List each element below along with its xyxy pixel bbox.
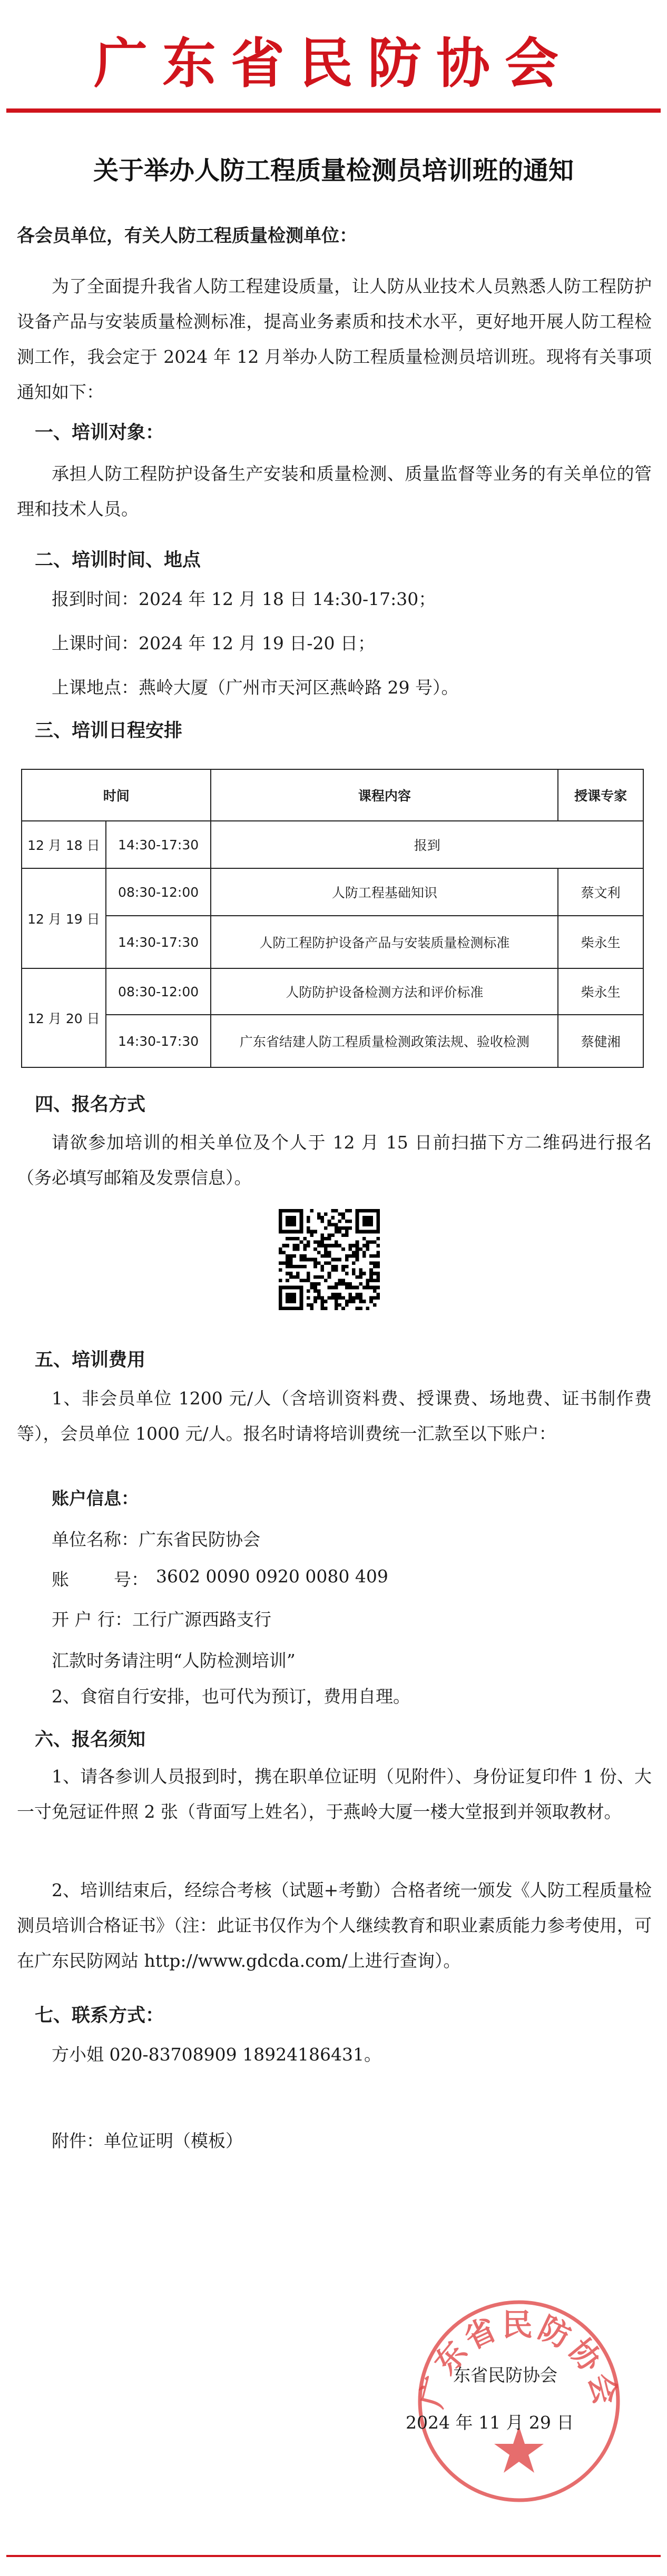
registration-qr-code[interactable] <box>279 1209 380 1310</box>
expert-cell: 蔡健湘 <box>558 1015 643 1067</box>
table-row <box>22 821 643 868</box>
class-time: 上课时间：2024 年 12 月 19 日-20 日； <box>52 633 376 653</box>
time-cell: 14:30-17:30 <box>106 916 211 968</box>
header-content: 课程内容 <box>211 769 558 821</box>
account-info-heading: 账户信息： <box>52 1488 139 1509</box>
account-number-label: 账 <box>52 1569 69 1590</box>
section-1-heading: 一、培训对象： <box>35 422 164 443</box>
header-time: 时间 <box>22 769 211 821</box>
schedule-header-row <box>22 769 643 821</box>
class-location: 上课地点：燕岭大厦（广州市天河区燕岭路 29 号）。 <box>52 677 459 698</box>
table-row <box>22 868 643 916</box>
schedule-table <box>21 769 644 1068</box>
masthead-title: 广东省民防协会 <box>94 33 573 95</box>
header-expert: 授课专家 <box>558 769 643 821</box>
section-6-heading: 六、报名须知 <box>35 1729 146 1750</box>
table-row <box>22 1015 643 1067</box>
fee-item-2: 2、食宿自行安排，也可代为预订，费用自理。 <box>52 1686 410 1707</box>
bank-name: 开 户 行：工行广源西路支行 <box>52 1609 271 1630</box>
content-cell: 报到 <box>211 821 643 868</box>
account-number-label-tail: 号： <box>114 1569 149 1590</box>
document-title: 关于举办人防工程质量检测员培训班的通知 <box>93 156 574 185</box>
date-cell: 12 月 18 日 <box>22 821 106 868</box>
registration-time: 报到时间：2024 年 12 月 18 日 14:30-17:30； <box>52 589 436 609</box>
svg-text:广东省民防协会: 广东省民防协会 <box>413 2306 625 2412</box>
account-number: 3602 0090 0920 0080 409 <box>156 1566 388 1587</box>
fee-item-1: 1、非会员单位 1200 元/人（含培训资料费、授课费、场地费、证书制作费等），会员单位 1000 元/人。报名时请将培训费统一汇款至以下账户： <box>17 1388 652 1444</box>
content-cell: 人防工程防护设备产品与安装质量检测标准 <box>211 916 558 968</box>
content-cell: 人防工程基础知识 <box>211 868 558 916</box>
notice-item-1: 1、请各参训人员报到时，携在职单位证明（见附件）、身份证复印件 1 份、大一寸免冠证件照 2 张（背面写上姓名），于燕岭大厦一楼大堂报到并领取教材。 <box>17 1766 652 1822</box>
account-name: 单位名称：广东省民防协会 <box>52 1529 260 1550</box>
section-3-heading: 三、培训日程安排 <box>35 720 183 741</box>
time-cell: 14:30-17:30 <box>106 1015 211 1067</box>
footer-red-rule <box>6 2555 661 2557</box>
remittance-note: 汇款时务请注明“人防检测培训” <box>52 1650 296 1671</box>
notice-item-2: 2、培训结束后，经综合考核（试题+考勤）合格者统一颁发《人防工程质量检测员培训合格证书》（注：此证书仅作为个人继续教育和职业素质能力参考使用，可在广东民防网站 http://www.gdcda.com/上进行查询）。 <box>17 1880 652 1971</box>
time-cell: 14:30-17:30 <box>106 821 211 868</box>
table-row <box>22 916 643 968</box>
date-cell: 12 月 19 日 <box>22 868 106 968</box>
intro-paragraph: 为了全面提升我省人防工程建设质量，让人防从业技术人员熟悉人防工程防护设备产品与安装质量检测标准，提高业务素质和技术水平，更好地开展人防工程检测工作，我会定于 2024 年 12 月举办人防工程质量检测员培训班。现将有关事项通知如下： <box>17 276 652 402</box>
contact-line: 方小姐 020-83708909 18924186431。 <box>52 2044 382 2065</box>
section-4-body: 请欲参加培训的相关单位及个人于 12 月 15 日前扫描下方二维码进行报名（务必填写邮箱及发票信息）。 <box>17 1132 652 1188</box>
time-cell: 08:30-12:00 <box>106 868 211 916</box>
masthead-red-rule <box>6 108 661 113</box>
expert-cell: 柴永生 <box>558 916 643 968</box>
section-4-heading: 四、报名方式 <box>35 1094 146 1115</box>
section-1-body: 承担人防工程防护设备生产安装和质量检测、质量监督等业务的有关单位的管理和技术人员。 <box>17 463 652 519</box>
expert-cell: 蔡文利 <box>558 868 643 916</box>
section-5-heading: 五、培训费用 <box>35 1350 146 1371</box>
salutation: 各会员单位，有关人防工程质量检测单位： <box>17 225 357 246</box>
expert-cell: 柴永生 <box>558 968 643 1015</box>
time-cell: 08:30-12:00 <box>106 968 211 1015</box>
table-row <box>22 968 643 1015</box>
signature-organization: 东省民防协会 <box>453 2365 557 2385</box>
section-2-heading: 二、培训时间、地点 <box>35 550 201 571</box>
section-7-heading: 七、联系方式： <box>35 2005 164 2026</box>
attachment-note: 附件：单位证明（模板） <box>52 2131 243 2151</box>
content-cell: 广东省结建人防工程质量检测政策法规、验收检测 <box>211 1015 558 1067</box>
date-cell: 12 月 20 日 <box>22 968 106 1067</box>
signature-date: 2024 年 11 月 29 日 <box>406 2412 574 2433</box>
official-seal <box>406 2288 632 2514</box>
content-cell: 人防防护设备检测方法和评价标准 <box>211 968 558 1015</box>
